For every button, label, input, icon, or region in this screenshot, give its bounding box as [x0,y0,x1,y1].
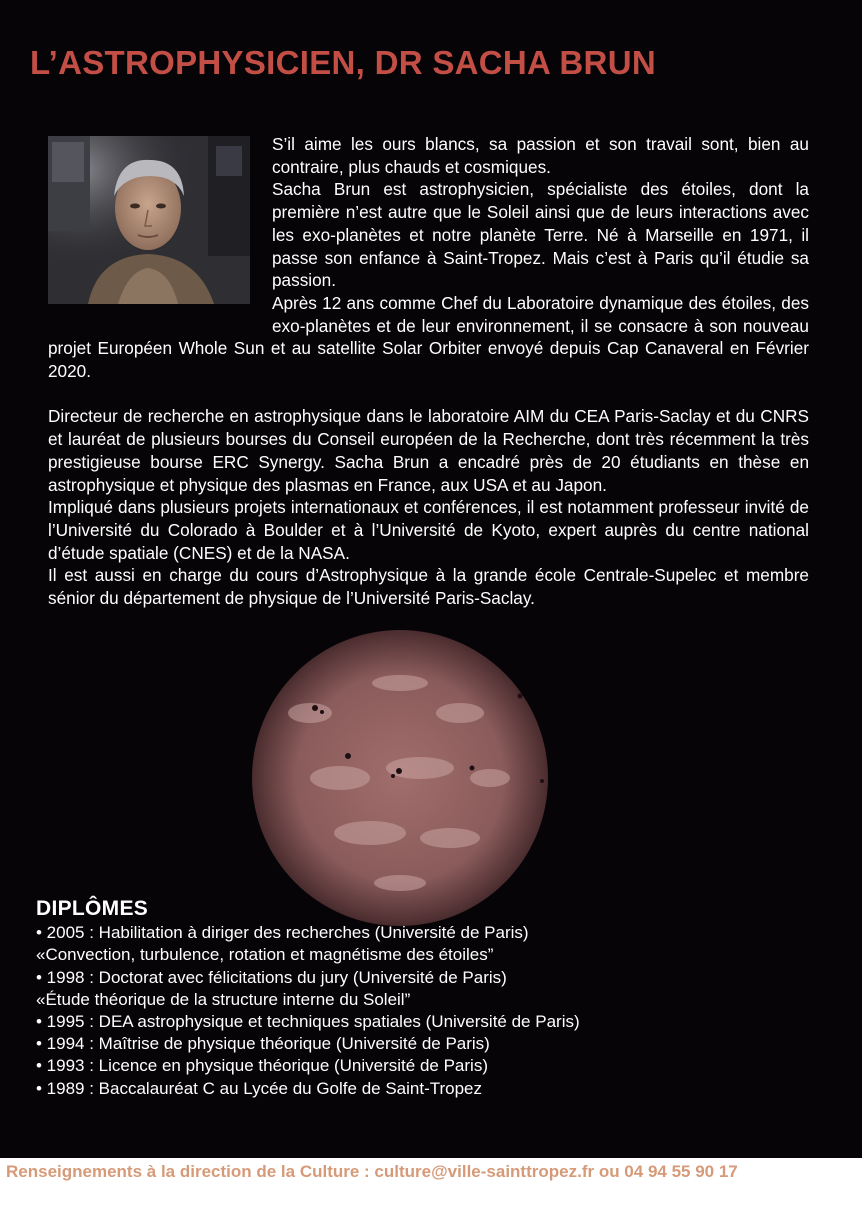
diplomas-section [36,898,816,1100]
diplomas-list [36,922,816,1100]
diploma-item: • 1998 : Doctorat avec félicitations du jury (Université de Paris) [36,967,507,987]
diploma-item: «Convection, turbulence, rotation et magnétisme des étoiles” [36,945,494,965]
bio-paragraph: Après 12 ans comme Chef du Laboratoire dynamique des étoiles, des exo-planètes et de leur environnement, il se consacre à son nouveau projet Européen Whole Sun et au satellite Solar Orbiter envoyé depuis Cap Canaveral en Février 2020. [48,292,809,382]
footer-contact: Renseignements à la direction de la Culture : culture@ville-sainttropez.fr ou 04 94 55 90 17 [6,1162,738,1181]
sun-image [250,628,550,928]
bio-paragraph: Directeur de recherche en astrophysique dans le laboratoire AIM du CEA Paris-Saclay et du CNRS et lauréat de plusieurs bourses du Conseil européen de la Recherche, dont très récemment la très prestigieuse bourse ERC Synergy. Sacha Brun a encadré près de 20 étudiants en thèse en astrophysique et physique des plasmas en France, aux USA et au Japon. [48,406,809,495]
bio-text [48,133,809,610]
diplomas-heading: DIPLÔMES [36,897,149,920]
bio-paragraph: S’il aime les ours blancs, sa passion et son travail sont, bien au contraire, plus chauds et cosmiques. [272,134,809,177]
diploma-item: • 1995 : DEA astrophysique et techniques spatiales (Université de Paris) [36,1012,580,1032]
diploma-item: «Étude théorique de la structure interne du Soleil” [36,989,411,1009]
page-title: L’ASTROPHYSICIEN, DR SACHA BRUN [30,44,656,81]
sun-illustration [250,628,550,928]
diploma-item: • 1994 : Maîtrise de physique théorique (Université de Paris) [36,1034,490,1054]
diploma-item: • 1989 : Baccalauréat C au Lycée du Golfe de Saint-Tropez [36,1078,483,1098]
diploma-item: • 1993 : Licence en physique théorique (Université de Paris) [36,1056,488,1076]
photo-spacer [48,133,272,323]
diploma-item: • 2005 : Habilitation à diriger des recherches (Université de Paris) [36,923,529,943]
bio-paragraph: Il est aussi en charge du cours d’Astrophysique à la grande école Centrale-Supelec et membre sénior du département de physique de l’Université Paris-Saclay. [48,565,809,609]
bio-paragraph: Sacha Brun est astrophysicien, spécialiste des étoiles, dont la première n’est autre que le Soleil ainsi que de leurs interactions avec les exo-planètes et notre planète Terre. Né à Marseille en 1971, il passe son enfance à Saint-Tropez. Mais c’est à Paris qu’il étudie sa passion. [272,179,809,291]
paragraph-gap [48,383,809,406]
bio-paragraph: Impliqué dans plusieurs projets internationaux et conférences, il est notamment professeur invité de l’Université du Colorado à Boulder et à l’Université de Kyoto, expert auprès du centre national d’étude spatiale (CNES) et de la NASA. [48,497,809,563]
